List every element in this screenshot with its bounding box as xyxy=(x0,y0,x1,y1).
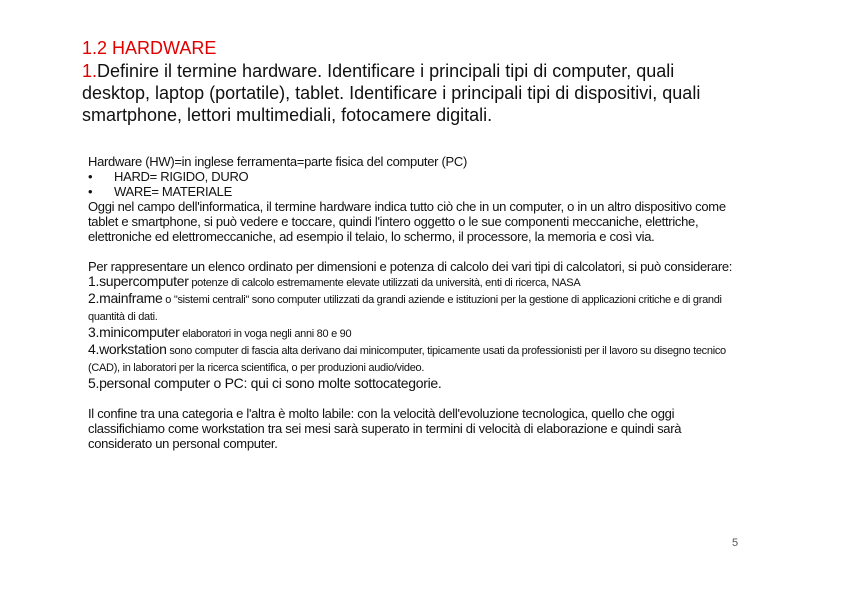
section-heading: 1.2 HARDWARE xyxy=(82,38,217,58)
list-desc: sono computer di fascia alta derivano dai minicomputer, tipicamente usati da professionisti per il lavoro su disegno tecnico (CAD), in laboratori per la ricerca scientifica, o per produzioni audio/video. xyxy=(88,345,726,374)
hardware-definition: Hardware (HW)=in inglese ferramenta=parte fisica del computer (PC) xyxy=(88,154,468,169)
list-item xyxy=(88,274,738,291)
list-term: 3.minicomputer xyxy=(88,324,180,340)
list-item xyxy=(88,291,738,325)
list-term: 2.mainframe xyxy=(88,290,163,306)
list-desc: : qui ci sono molte sottocategorie. xyxy=(243,375,442,391)
list-term: 1.supercomputer xyxy=(88,273,189,289)
list-item xyxy=(88,376,738,391)
classification-intro: Per rappresentare un elenco ordinato per dimensioni e potenza di calcolo dei vari tipi di calcolatori, si può considerare: xyxy=(88,259,733,274)
bullet-item xyxy=(88,184,738,199)
list-term: 4.workstation xyxy=(88,341,167,357)
bullet-text: HARD= RIGIDO, DURO xyxy=(114,169,249,184)
objective-text: Definire il termine hardware. Identificare i principali tipi di computer, quali desktop, laptop (portatile), tablet. Identificare i principali tipi di dispositivi, quali smartphone, lettori multimediali, fotocamere digitali. xyxy=(82,61,701,125)
closing-paragraph: Il confine tra una categoria e l'altra è molto labile: con la velocità dell'evoluzione tecnologica, quello che oggi classifichiamo come workstation tra sei mesi sarà superato in termini di velocità di elaborazione e quindi sarà considerato un personal computer. xyxy=(88,406,682,451)
page-number: 5 xyxy=(732,537,739,549)
hardware-description: Oggi nel campo dell'informatica, il termine hardware indica tutto ciò che in un computer, o in un altro dispositivo come tablet e smartphone, si può vedere e toccare, quindi l'intero oggetto o le sue componenti meccaniche, elettriche, elettroniche ed elettromeccaniche, ad esempio il telaio, lo schermo, il processore, la memoria e così via. xyxy=(88,199,726,244)
objective-number: 1. xyxy=(82,61,98,81)
list-item xyxy=(88,325,738,342)
list-desc: potenze di calcolo estremamente elevate utilizzati da università, enti di ricerca, NASA xyxy=(188,277,581,289)
learning-objective xyxy=(82,60,742,126)
bullet-text: WARE= MATERIALE xyxy=(114,184,232,199)
bullet-item xyxy=(88,169,738,184)
bullet-icon: • xyxy=(88,169,93,184)
list-term: 5.personal computer o PC xyxy=(88,375,244,391)
list-item xyxy=(88,342,738,376)
content-body xyxy=(88,154,738,451)
list-desc: elaboratori in voga negli anni 80 e 90 xyxy=(179,328,352,340)
bullet-icon: • xyxy=(88,184,93,199)
list-desc: o "sistemi centrali" sono computer utilizzati da grandi aziende e istituzioni per la gestione di applicazioni critiche e di grandi quantità di dati. xyxy=(88,294,722,323)
